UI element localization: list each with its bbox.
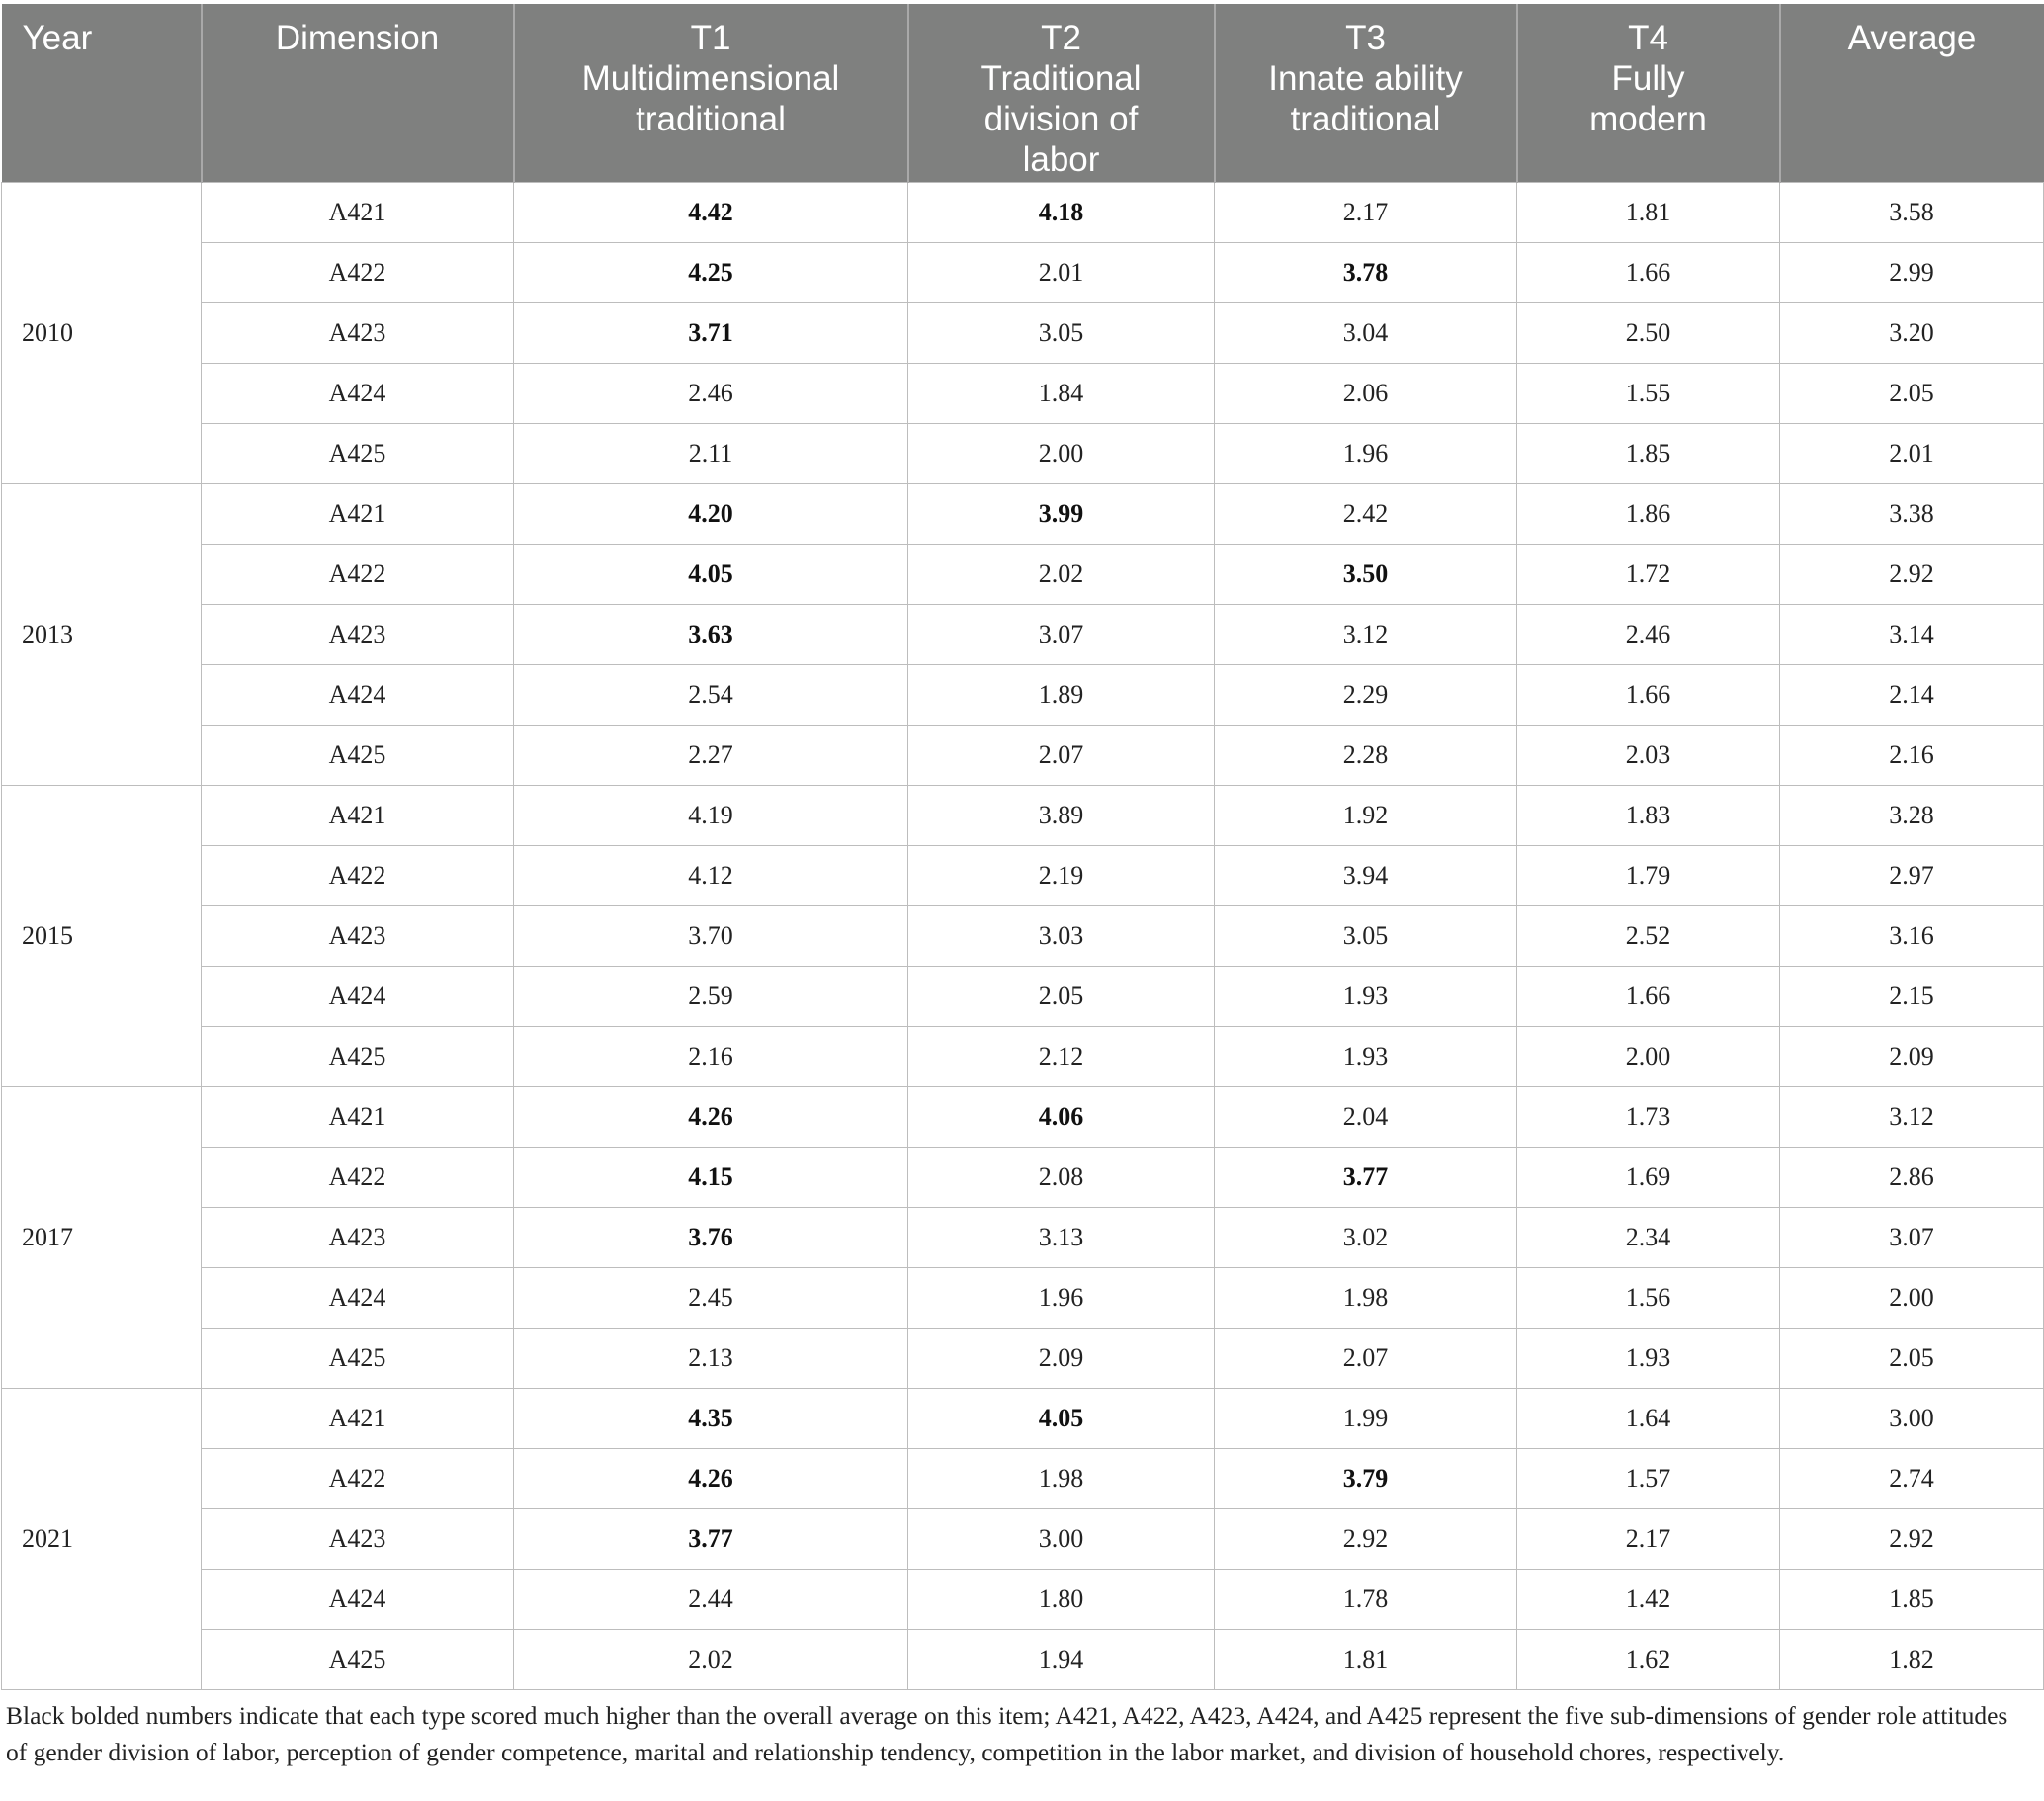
average-cell: 3.58: [1780, 182, 2044, 242]
dimension-cell: A422: [202, 1147, 514, 1207]
header-line: Multidimensional: [581, 59, 840, 98]
t4-cell: 2.50: [1517, 302, 1780, 363]
t1-cell: 2.16: [514, 1026, 908, 1086]
header-line: traditional: [636, 100, 786, 138]
table-row: [2, 966, 2044, 1026]
t4-cell: 1.55: [1517, 363, 1780, 423]
average-cell: 2.05: [1780, 363, 2044, 423]
year-cell: 2015: [2, 785, 202, 1086]
table-row: [2, 664, 2044, 725]
t4-cell: 2.34: [1517, 1207, 1780, 1267]
header-line: T3: [1345, 19, 1386, 57]
t3-cell: 1.99: [1215, 1388, 1517, 1448]
t3-cell: 1.92: [1215, 785, 1517, 845]
t1-cell: 4.12: [514, 845, 908, 905]
t2-cell: 4.18: [908, 182, 1215, 242]
t1-cell: 4.26: [514, 1086, 908, 1147]
dimension-cell: A424: [202, 363, 514, 423]
t3-cell: 3.77: [1215, 1147, 1517, 1207]
average-cell: 3.16: [1780, 905, 2044, 966]
header-line: Traditional: [980, 59, 1142, 98]
t1-cell: 4.05: [514, 544, 908, 604]
table-row: [2, 1267, 2044, 1328]
average-cell: 2.74: [1780, 1448, 2044, 1508]
t2-cell: 1.80: [908, 1569, 1215, 1629]
t2-cell: 3.89: [908, 785, 1215, 845]
t2-cell: 3.00: [908, 1508, 1215, 1569]
t3-cell: 2.06: [1215, 363, 1517, 423]
header-t3: [1215, 4, 1517, 182]
t3-cell: 2.42: [1215, 483, 1517, 544]
dimension-cell: A421: [202, 1388, 514, 1448]
average-cell: 2.16: [1780, 725, 2044, 785]
header-line: Dimension: [275, 19, 440, 57]
t4-cell: 1.56: [1517, 1267, 1780, 1328]
t4-cell: 1.79: [1517, 845, 1780, 905]
table-body: [2, 182, 2044, 1689]
t1-cell: 3.77: [514, 1508, 908, 1569]
dimension-cell: A421: [202, 1086, 514, 1147]
dimension-cell: A424: [202, 1569, 514, 1629]
t3-cell: 3.79: [1215, 1448, 1517, 1508]
dimension-cell: A423: [202, 1508, 514, 1569]
header-line: Average: [1847, 19, 1977, 57]
average-cell: 2.01: [1780, 423, 2044, 483]
t2-cell: 1.84: [908, 363, 1215, 423]
header-line: traditional: [1290, 100, 1441, 138]
t3-cell: 3.50: [1215, 544, 1517, 604]
t2-cell: 1.89: [908, 664, 1215, 725]
t4-cell: 2.46: [1517, 604, 1780, 664]
t4-cell: 1.66: [1517, 664, 1780, 725]
t1-cell: 2.13: [514, 1328, 908, 1388]
table-row: [2, 1026, 2044, 1086]
table-row: [2, 1448, 2044, 1508]
average-cell: 3.28: [1780, 785, 2044, 845]
average-cell: 3.07: [1780, 1207, 2044, 1267]
t2-cell: 2.08: [908, 1147, 1215, 1207]
t2-cell: 2.09: [908, 1328, 1215, 1388]
t1-cell: 4.42: [514, 182, 908, 242]
year-cell: 2021: [2, 1388, 202, 1689]
table-header: [2, 4, 2044, 182]
t3-cell: 2.07: [1215, 1328, 1517, 1388]
dimension-cell: A421: [202, 785, 514, 845]
t4-cell: 2.03: [1517, 725, 1780, 785]
header-line: division of: [983, 100, 1139, 138]
average-cell: 2.92: [1780, 1508, 2044, 1569]
t4-cell: 1.69: [1517, 1147, 1780, 1207]
dimension-cell: A421: [202, 483, 514, 544]
t2-cell: 2.19: [908, 845, 1215, 905]
t2-cell: 3.03: [908, 905, 1215, 966]
t2-cell: 4.06: [908, 1086, 1215, 1147]
table-row: [2, 1388, 2044, 1448]
t3-cell: 3.12: [1215, 604, 1517, 664]
t2-cell: 2.07: [908, 725, 1215, 785]
dimension-cell: A422: [202, 242, 514, 302]
header-t1: [514, 4, 908, 182]
t3-cell: 2.92: [1215, 1508, 1517, 1569]
t1-cell: 4.25: [514, 242, 908, 302]
t4-cell: 1.66: [1517, 966, 1780, 1026]
average-cell: 2.92: [1780, 544, 2044, 604]
t1-cell: 2.45: [514, 1267, 908, 1328]
average-cell: 2.09: [1780, 1026, 2044, 1086]
table-row: [2, 1086, 2044, 1147]
t1-cell: 4.15: [514, 1147, 908, 1207]
dimension-cell: A422: [202, 845, 514, 905]
header-t4: [1517, 4, 1780, 182]
average-cell: 2.97: [1780, 845, 2044, 905]
header-line: T2: [1041, 19, 1081, 57]
average-cell: 3.00: [1780, 1388, 2044, 1448]
t3-cell: 1.96: [1215, 423, 1517, 483]
t1-cell: 3.71: [514, 302, 908, 363]
t1-cell: 2.46: [514, 363, 908, 423]
t3-cell: 2.28: [1215, 725, 1517, 785]
t4-cell: 1.66: [1517, 242, 1780, 302]
t3-cell: 3.94: [1215, 845, 1517, 905]
t1-cell: 2.54: [514, 664, 908, 725]
t1-cell: 4.20: [514, 483, 908, 544]
t1-cell: 3.63: [514, 604, 908, 664]
header-average: [1780, 4, 2044, 182]
table-row: [2, 1629, 2044, 1689]
average-cell: 2.86: [1780, 1147, 2044, 1207]
dimension-cell: A425: [202, 1629, 514, 1689]
t3-cell: 3.02: [1215, 1207, 1517, 1267]
t4-cell: 1.85: [1517, 423, 1780, 483]
t3-cell: 3.05: [1215, 905, 1517, 966]
t2-cell: 4.05: [908, 1388, 1215, 1448]
header-line: Fully: [1611, 59, 1685, 98]
t2-cell: 3.99: [908, 483, 1215, 544]
t3-cell: 3.78: [1215, 242, 1517, 302]
dimension-cell: A425: [202, 725, 514, 785]
t3-cell: 1.78: [1215, 1569, 1517, 1629]
average-cell: 3.20: [1780, 302, 2044, 363]
table-row: [2, 604, 2044, 664]
t4-cell: 2.52: [1517, 905, 1780, 966]
table-row: [2, 1328, 2044, 1388]
average-cell: 1.85: [1780, 1569, 2044, 1629]
table-row: [2, 905, 2044, 966]
t2-cell: 1.98: [908, 1448, 1215, 1508]
t1-cell: 2.27: [514, 725, 908, 785]
t2-cell: 2.02: [908, 544, 1215, 604]
table-row: [2, 483, 2044, 544]
dimension-cell: A423: [202, 302, 514, 363]
table-row: [2, 302, 2044, 363]
header-row: [2, 4, 2044, 182]
header-line: T4: [1628, 19, 1668, 57]
dimension-cell: A422: [202, 1448, 514, 1508]
table-row: [2, 1147, 2044, 1207]
average-cell: 3.38: [1780, 483, 2044, 544]
average-cell: 1.82: [1780, 1629, 2044, 1689]
t3-cell: 2.17: [1215, 182, 1517, 242]
t4-cell: 1.42: [1517, 1569, 1780, 1629]
t4-cell: 1.64: [1517, 1388, 1780, 1448]
t1-cell: 2.44: [514, 1569, 908, 1629]
t1-cell: 3.70: [514, 905, 908, 966]
t2-cell: 2.00: [908, 423, 1215, 483]
header-dimension: [202, 4, 514, 182]
t1-cell: 4.26: [514, 1448, 908, 1508]
dimension-cell: A425: [202, 1026, 514, 1086]
t1-cell: 2.11: [514, 423, 908, 483]
year-cell: 2013: [2, 483, 202, 785]
table-row: [2, 1569, 2044, 1629]
t2-cell: 3.13: [908, 1207, 1215, 1267]
t2-cell: 3.07: [908, 604, 1215, 664]
t1-cell: 3.76: [514, 1207, 908, 1267]
t3-cell: 1.98: [1215, 1267, 1517, 1328]
t4-cell: 1.83: [1517, 785, 1780, 845]
t3-cell: 3.04: [1215, 302, 1517, 363]
header-t2: [908, 4, 1215, 182]
average-cell: 3.14: [1780, 604, 2044, 664]
t2-cell: 1.94: [908, 1629, 1215, 1689]
table-row: [2, 182, 2044, 242]
table-row: [2, 423, 2044, 483]
dimension-cell: A422: [202, 544, 514, 604]
average-cell: 2.99: [1780, 242, 2044, 302]
t4-cell: 1.57: [1517, 1448, 1780, 1508]
table-footnote: Black bolded numbers indicate that each type scored much higher than the overall average on this item; A421, A422, A423, A424, and A425 represent the five sub-dimensions of gender role attitudes of gender division of labor, perception of gender competence, marital and relationship tendency, competition in the labor market, and division of household chores, respectively.: [6, 1700, 2008, 1766]
dimension-cell: A424: [202, 966, 514, 1026]
t2-cell: 2.01: [908, 242, 1215, 302]
dimension-cell: A425: [202, 1328, 514, 1388]
table-row: [2, 544, 2044, 604]
t4-cell: 2.17: [1517, 1508, 1780, 1569]
header-line: labor: [1022, 140, 1100, 179]
t4-cell: 1.62: [1517, 1629, 1780, 1689]
t3-cell: 2.29: [1215, 664, 1517, 725]
header-year: [2, 4, 202, 182]
average-cell: 2.14: [1780, 664, 2044, 725]
year-cell: 2010: [2, 182, 202, 483]
t4-cell: 1.73: [1517, 1086, 1780, 1147]
t3-cell: 1.81: [1215, 1629, 1517, 1689]
results-table: [1, 4, 2044, 1690]
table-row: [2, 363, 2044, 423]
t2-cell: 1.96: [908, 1267, 1215, 1328]
t3-cell: 1.93: [1215, 1026, 1517, 1086]
t3-cell: 1.93: [1215, 966, 1517, 1026]
dimension-cell: A423: [202, 604, 514, 664]
header-line: T1: [690, 19, 731, 57]
average-cell: 2.05: [1780, 1328, 2044, 1388]
table-row: [2, 1207, 2044, 1267]
t4-cell: 1.72: [1517, 544, 1780, 604]
average-cell: 3.12: [1780, 1086, 2044, 1147]
dimension-cell: A424: [202, 664, 514, 725]
t4-cell: 1.81: [1517, 182, 1780, 242]
table-row: [2, 845, 2044, 905]
t4-cell: 1.86: [1517, 483, 1780, 544]
table-row: [2, 1508, 2044, 1569]
table-row: [2, 785, 2044, 845]
table-row: [2, 725, 2044, 785]
t2-cell: 3.05: [908, 302, 1215, 363]
dimension-cell: A425: [202, 423, 514, 483]
year-cell: 2017: [2, 1086, 202, 1388]
dimension-cell: A421: [202, 182, 514, 242]
header-line: Innate ability: [1268, 59, 1463, 98]
t1-cell: 4.19: [514, 785, 908, 845]
t1-cell: 2.59: [514, 966, 908, 1026]
header-line: Year: [22, 19, 93, 57]
t4-cell: 1.93: [1517, 1328, 1780, 1388]
t2-cell: 2.05: [908, 966, 1215, 1026]
dimension-cell: A424: [202, 1267, 514, 1328]
table-row: [2, 242, 2044, 302]
t2-cell: 2.12: [908, 1026, 1215, 1086]
t3-cell: 2.04: [1215, 1086, 1517, 1147]
t1-cell: 2.02: [514, 1629, 908, 1689]
average-cell: 2.00: [1780, 1267, 2044, 1328]
t4-cell: 2.00: [1517, 1026, 1780, 1086]
dimension-cell: A423: [202, 1207, 514, 1267]
average-cell: 2.15: [1780, 966, 2044, 1026]
t1-cell: 4.35: [514, 1388, 908, 1448]
dimension-cell: A423: [202, 905, 514, 966]
header-line: modern: [1589, 100, 1707, 138]
